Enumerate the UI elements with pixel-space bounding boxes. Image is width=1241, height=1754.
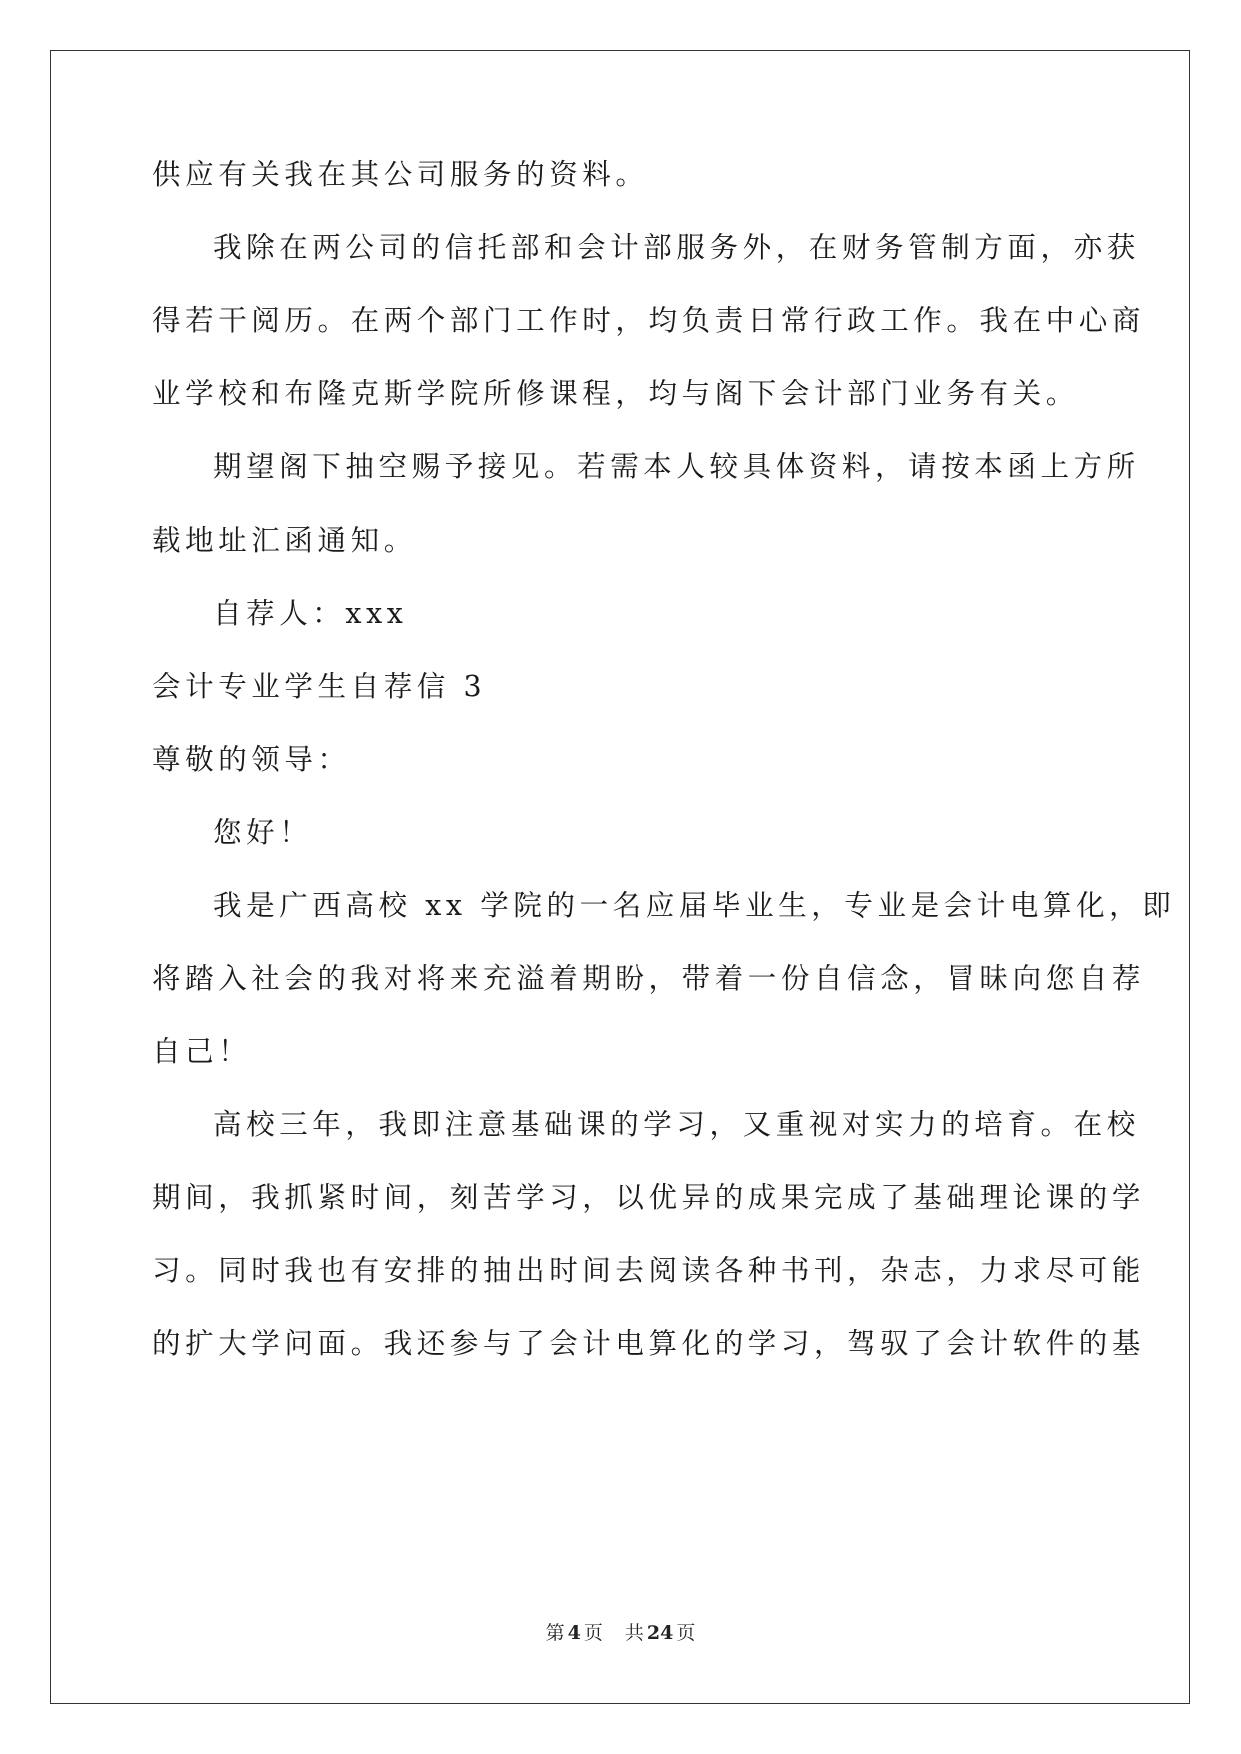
footer-total-unit: 页 [676,1622,696,1644]
paragraph-line: 的扩大学问面。我还参与了会计电算化的学习，驾驭了会计软件的基 [152,1327,1146,1360]
paragraph-line: 载地址汇函通知。 [152,524,417,557]
footer-page-unit: 页 [583,1622,603,1644]
section-title: 会计专业学生自荐信 3 [152,670,487,703]
paragraph-line: 高校三年，我即注意基础课的学习，又重视对实力的培育。在校 [213,1108,1140,1141]
footer-prefix: 第 [545,1622,565,1644]
paragraph-line: 自己！ [152,1035,252,1068]
signature-line: 自荐人：xxx [213,597,408,630]
page-border [50,50,1190,1704]
paragraph-line: 得若干阅历。在两个部门工作时，均负责日常行政工作。我在中心商 [152,304,1146,337]
paragraph-line: 我除在两公司的信托部和会计部服务外，在财务管制方面，亦获 [213,231,1140,264]
paragraph-line: 将踏入社会的我对将来充溢着期盼，带着一份自信念，冒昧向您自荐 [152,962,1146,995]
footer-total-prefix: 共 [624,1622,644,1644]
salutation: 尊敬的领导： [152,743,351,776]
page-number: 4 [567,1622,581,1644]
paragraph-line: 习。同时我也有安排的抽出时间去阅读各种书刊，杂志，力求尽可能 [152,1254,1146,1287]
paragraph-line: 我是广西高校 xx 学院的一名应届毕业生，专业是会计电算化，即 [213,889,1176,922]
paragraph-line: 业学校和布隆克斯学院所修课程，均与阁下会计部门业务有关。 [152,377,1079,410]
total-pages: 24 [646,1622,674,1644]
page-footer [0,1618,1241,1645]
paragraph-line: 期间，我抓紧时间，刻苦学习，以优异的成果完成了基础理论课的学 [152,1181,1146,1214]
paragraph-line: 供应有关我在其公司服务的资料。 [152,158,649,191]
greeting: 您好！ [213,816,313,849]
paragraph-line: 期望阁下抽空赐予接见。若需本人较具体资料，请按本函上方所 [213,450,1140,483]
